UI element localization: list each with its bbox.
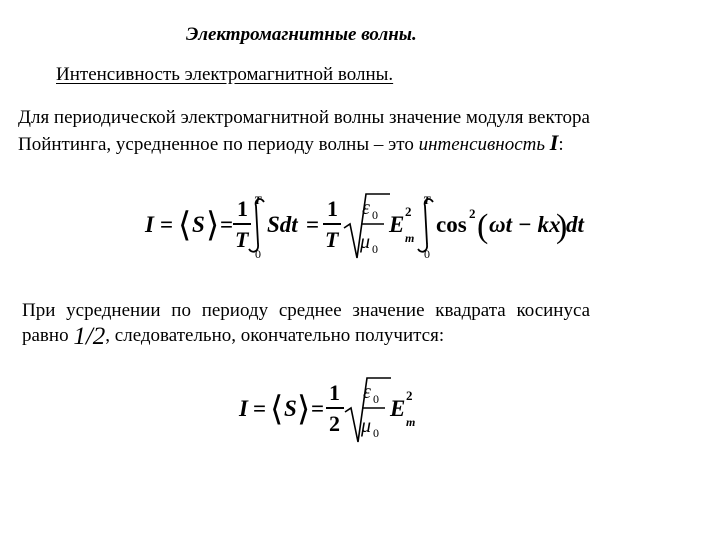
- eq2-eq-a: =: [253, 396, 267, 421]
- definition-colon: :: [558, 134, 564, 155]
- eq1-paren-close: ): [556, 208, 568, 245]
- definition-line-1: Для периодической электромагнитной волны значение модуля вектора: [18, 107, 590, 128]
- eq1-eq-2: =: [306, 212, 320, 237]
- eq2-eq-b: =: [311, 396, 325, 421]
- eq2-frac-den: 2: [329, 411, 340, 436]
- eq1-dt: dt: [566, 212, 584, 237]
- eq1-int-upper: T: [254, 193, 262, 207]
- averaging-line-2-end: , следовательно, окончательно получится:: [105, 325, 445, 346]
- eq1-sqrt-num: ε: [362, 197, 370, 219]
- eq1-eq-1: =: [160, 212, 174, 237]
- eq1-sqrt-den: μ: [360, 231, 371, 253]
- eq1-E: E: [389, 212, 405, 237]
- eq2-avg-var: S: [284, 396, 297, 421]
- eq1-avg-var: S: [192, 212, 205, 237]
- definition-line-2-text: Пойнтинга, усредненное по периоду волны – это: [18, 134, 419, 155]
- intensity-symbol: I: [549, 130, 559, 155]
- averaging-line-2-text: равно: [22, 325, 74, 346]
- eq1-cos: cos: [436, 212, 467, 237]
- eq2-sqrt-den: μ: [361, 415, 372, 437]
- eq2-E-sub: m: [406, 415, 416, 429]
- eq1-eq-1b: =: [220, 212, 234, 237]
- slide-title: Электромагнитные волны.: [186, 24, 417, 45]
- eq2-angle-open: ⟨: [270, 391, 284, 428]
- one-half-fraction: 1/2: [73, 323, 106, 350]
- eq1-frac-den: T: [235, 227, 249, 252]
- eq1-integrand: Sdt: [267, 212, 298, 237]
- eq1-frac2-num: 1: [327, 196, 338, 221]
- eq2-sqrt-num-sub: 0: [373, 392, 379, 406]
- eq1-sqrt-den-sub: 0: [372, 242, 378, 256]
- eq1-angle-open: ⟨: [178, 207, 192, 244]
- eq2-sqrt-num: ε: [363, 381, 371, 403]
- eq1-int2-lower: 0: [424, 247, 430, 261]
- intensity-term: интенсивность: [418, 134, 545, 155]
- eq1-frac2-den: T: [325, 227, 339, 252]
- eq2-E-sup: 2: [406, 388, 413, 403]
- eq1-cos-sup: 2: [469, 206, 476, 221]
- eq1-int2-upper: T: [423, 193, 431, 207]
- eq2-angle-close: ⟩: [297, 391, 311, 428]
- eq1-lhs: I: [145, 212, 154, 237]
- eq2-lhs: I: [239, 396, 248, 421]
- averaging-line-1: При усреднении по периоду среднее значение квадрата косинуса: [22, 300, 591, 321]
- eq2-sqrt-den-sub: 0: [373, 426, 379, 440]
- eq2-frac-num: 1: [329, 380, 340, 405]
- eq1-arg: ωt − kx: [489, 212, 561, 237]
- eq1-int-lower: 0: [255, 247, 261, 261]
- eq1-E-sup: 2: [405, 204, 412, 219]
- eq1-E-sub: m: [405, 231, 415, 245]
- section-subtitle: Интенсивность электромагнитной волны.: [56, 64, 394, 85]
- eq1-paren-open: (: [477, 208, 489, 245]
- eq1-sqrt-num-sub: 0: [372, 208, 378, 222]
- eq1-angle-close: ⟩: [206, 207, 220, 244]
- eq2-E: E: [390, 396, 406, 421]
- eq1-frac-num: 1: [237, 196, 248, 221]
